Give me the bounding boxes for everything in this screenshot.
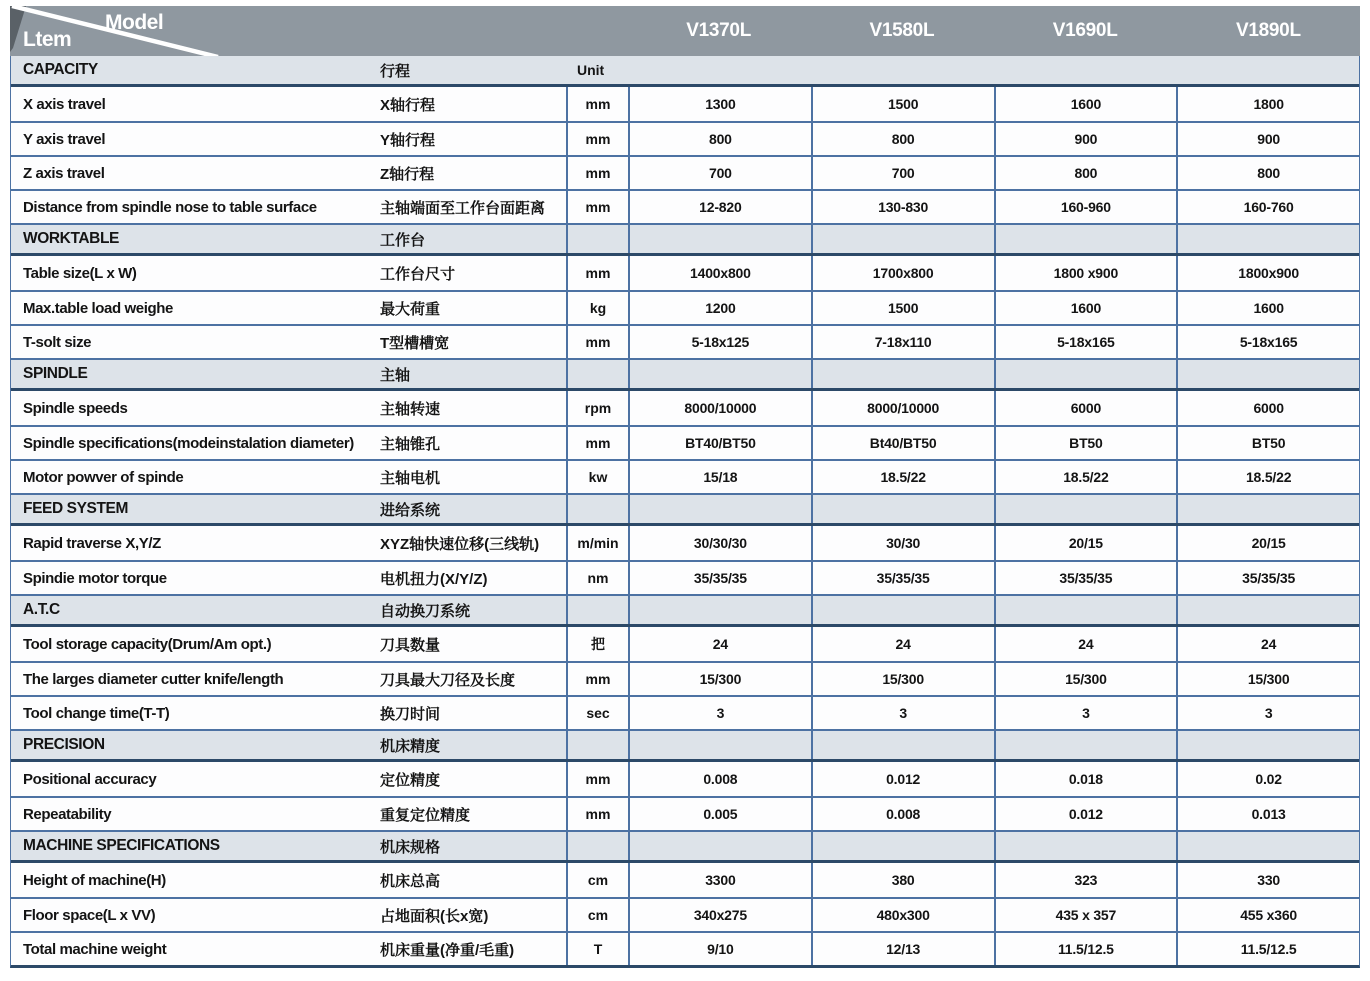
spec-unit: cm [566,863,628,897]
spec-name-zh: XYZ轴快速位移(三线轨) [380,535,540,553]
spec-name-zh: 主轴锥孔 [380,435,441,453]
section-empty-cell [1176,731,1359,759]
spec-row [11,290,1359,324]
section-title-en: PRECISION [23,736,105,753]
spec-value: 700 [628,157,811,189]
spec-value: BT50 [994,427,1177,459]
spec-unit: cm [566,899,628,931]
spec-value: 0.018 [994,762,1177,796]
spec-name-zh: Y轴行程 [380,131,436,149]
spec-value: 20/15 [994,526,1177,560]
spec-unit: mm [566,326,628,358]
section-empty-cell [811,495,994,523]
section-empty-cell [628,731,811,759]
spec-unit: mm [566,427,628,459]
spec-name-zh: 重复定位精度 [380,806,471,824]
spec-value: 35/35/35 [994,562,1177,594]
section-title-en: FEED SYSTEM [23,500,128,517]
unit-cell-empty [566,360,628,388]
section-title-cell [11,731,566,759]
spec-value: 20/15 [1176,526,1359,560]
section-title-zh: 机床规格 [380,838,441,856]
spec-row [11,863,1359,897]
spec-value: 0.013 [1176,798,1359,830]
section-empty-cell [994,495,1177,523]
spec-value: 24 [1176,627,1359,661]
spec-value: 9/10 [628,933,811,965]
unit-cell-empty [566,225,628,253]
spec-item-cell [11,292,566,324]
spec-value: 11.5/12.5 [994,933,1177,965]
unit-column-header: Unit [577,62,605,78]
spec-value: 5-18x165 [994,326,1177,358]
spec-value: 435 x 357 [994,899,1177,931]
spec-value: 130-830 [811,191,994,223]
section-empty-cell [811,225,994,253]
spec-row [11,762,1359,796]
spec-item-cell [11,899,566,931]
spec-row [11,324,1359,358]
spec-name-en: The larges diameter cutter knife/length [23,670,284,688]
spec-unit: T [566,933,628,965]
spec-value: 3 [994,697,1177,729]
section-empty-cell [994,731,1177,759]
spec-value: 340x275 [628,899,811,931]
spec-value: 3 [1176,697,1359,729]
section-header-row [11,358,1359,391]
spec-item-cell [11,461,566,493]
spec-value: 1500 [811,292,994,324]
spec-value: 1600 [994,87,1177,121]
spec-name-zh: 定位精度 [380,771,441,789]
section-title-en: WORKTABLE [23,230,119,247]
unit-cell-empty [566,495,628,523]
unit-cell-empty [566,832,628,860]
spec-value: BT40/BT50 [628,427,811,459]
spec-table [10,6,1360,968]
spec-name-en: Tool change time(T-T) [23,704,170,722]
spec-value: 11.5/12.5 [1176,933,1359,965]
spec-row [11,627,1359,661]
spec-unit: 把 [566,627,628,661]
spec-value: 35/35/35 [1176,562,1359,594]
spec-row [11,695,1359,729]
corner-label-item: Ltem [23,28,72,51]
section-title-cell [11,360,566,388]
spec-value: 1500 [811,87,994,121]
corner-label-model: Model [105,11,164,34]
section-empty-cell [1176,225,1359,253]
spec-value: 12/13 [811,933,994,965]
section-empty-cell [628,495,811,523]
section-title-cell [11,495,566,523]
spec-name-zh: 占地面积(长x宽) [380,907,489,925]
section-empty-cell [994,225,1177,253]
spec-value: Bt40/BT50 [811,427,994,459]
table-body [10,56,1360,968]
spec-name-en: X axis travel [23,95,106,113]
spec-name-zh: 机床总高 [380,872,441,890]
spec-row [11,661,1359,695]
section-empty-cell [628,832,811,860]
spec-value: 800 [994,157,1177,189]
section-title-zh: 主轴 [380,366,411,384]
spec-value: 800 [628,123,811,155]
spec-name-zh: 刀具最大刀径及长度 [380,671,516,689]
spec-name-en: Distance from spindle nose to table surface [23,198,317,216]
spec-unit: mm [566,663,628,695]
section-empty-cell [994,596,1177,624]
spec-value: 800 [1176,157,1359,189]
spec-name-zh: 机床重量(净重/毛重) [380,941,515,959]
spec-item-cell [11,256,566,290]
section-header-row [11,594,1359,627]
spec-value: 6000 [994,391,1177,425]
spec-value: 0.012 [811,762,994,796]
spec-name-en: Height of machine(H) [23,871,166,889]
spec-value: 6000 [1176,391,1359,425]
spec-value: 1600 [1176,292,1359,324]
spec-row [11,189,1359,223]
section-title-en: MACHINE SPECIFICATIONS [23,837,220,854]
spec-item-cell [11,326,566,358]
spec-value: 900 [1176,123,1359,155]
spec-name-en: Positional accuracy [23,770,157,788]
spec-row [11,897,1359,931]
section-empty-cell [628,360,811,388]
section-title-zh: 自动换刀系统 [380,602,471,620]
model-header-v1580l: V1580L [869,20,935,41]
spec-row [11,391,1359,425]
spec-value: 1800 x900 [994,256,1177,290]
spec-name-en: T-solt size [23,333,92,351]
spec-value: 18.5/22 [811,461,994,493]
spec-value: 480x300 [811,899,994,931]
spec-value: 1200 [628,292,811,324]
spec-value: 8000/10000 [628,391,811,425]
section-empty-cell [1176,360,1359,388]
spec-value: 24 [628,627,811,661]
spec-name-en: Motor powver of spinde [23,468,184,486]
spec-item-cell [11,798,566,830]
section-empty-cell [811,832,994,860]
spec-name-zh: 主轴端面至工作台面距离 [380,199,546,217]
section-title-cell [11,225,566,253]
spec-name-zh: Z轴行程 [380,165,435,183]
spec-value: 15/300 [811,663,994,695]
spec-item-cell [11,697,566,729]
spec-name-zh: 换刀时间 [380,705,441,723]
spec-value: 18.5/22 [994,461,1177,493]
spec-name-en: Y axis travel [23,130,106,148]
section-header-row [11,223,1359,256]
section-empty-cell [1176,832,1359,860]
section-empty-cell [628,56,811,84]
section-title-en: CAPACITY [23,61,98,78]
section-empty-cell [811,596,994,624]
spec-row [11,459,1359,493]
section-title-cell [11,56,566,84]
spec-item-cell [11,663,566,695]
spec-row [11,931,1359,965]
spec-unit: mm [566,798,628,830]
section-title-zh: 行程 [380,62,411,80]
section-empty-cell [1176,596,1359,624]
spec-value: 1800x900 [1176,256,1359,290]
spec-row [11,560,1359,594]
spec-name-zh: 主轴转速 [380,400,441,418]
spec-row [11,121,1359,155]
spec-row [11,796,1359,830]
spec-unit: mm [566,762,628,796]
section-empty-cell [628,596,811,624]
spec-name-en: Total machine weight [23,940,167,958]
spec-unit: kw [566,461,628,493]
spec-value: 30/30/30 [628,526,811,560]
spec-name-en: Repeatability [23,805,112,823]
unit-cell-empty [566,731,628,759]
spec-value: BT50 [1176,427,1359,459]
spec-item-cell [11,123,566,155]
spec-item-cell [11,933,566,965]
spec-row [11,256,1359,290]
section-empty-cell [628,225,811,253]
section-empty-cell [994,832,1177,860]
spec-unit: sec [566,697,628,729]
spec-value: 1800 [1176,87,1359,121]
section-title-cell [11,832,566,860]
section-header-row [11,729,1359,762]
spec-unit: kg [566,292,628,324]
section-title-zh: 工作台 [380,231,426,249]
spec-value: 18.5/22 [1176,461,1359,493]
section-empty-cell [811,56,994,84]
spec-value: 330 [1176,863,1359,897]
spec-name-en: Tool storage capacity(Drum/Am opt.) [23,635,272,653]
spec-value: 3 [811,697,994,729]
spec-name-zh: 刀具数量 [380,636,441,654]
spec-value: 0.02 [1176,762,1359,796]
spec-item-cell [11,863,566,897]
spec-value: 1400x800 [628,256,811,290]
spec-name-en: Floor space(L x VV) [23,906,156,924]
section-header-row [11,56,1359,87]
spec-name-en: Rapid traverse X,Y/Z [23,534,161,552]
spec-value: 3 [628,697,811,729]
section-title-cell [11,596,566,624]
spec-name-zh: 电机扭力(X/Y/Z) [380,570,488,588]
spec-value: 24 [811,627,994,661]
spec-value: 160-760 [1176,191,1359,223]
section-empty-cell [994,56,1177,84]
spec-value: 15/300 [1176,663,1359,695]
spec-unit: nm [566,562,628,594]
spec-value: 160-960 [994,191,1177,223]
section-title-zh: 机床精度 [380,737,441,755]
spec-value: 15/300 [628,663,811,695]
spec-value: 0.008 [628,762,811,796]
spec-unit: m/min [566,526,628,560]
spec-value: 455 x360 [1176,899,1359,931]
spec-name-en: Spindle specifications(modeinstalation diameter) [23,434,354,452]
section-empty-cell [1176,56,1359,84]
table-header [10,6,1360,56]
spec-value: 1300 [628,87,811,121]
spec-item-cell [11,157,566,189]
spec-value: 12-820 [628,191,811,223]
spec-unit: mm [566,157,628,189]
spec-name-en: Table size(L x W) [23,264,137,282]
spec-value: 800 [811,123,994,155]
spec-value: 900 [994,123,1177,155]
spec-name-zh: X轴行程 [380,96,436,114]
spec-name-zh: 工作台尺寸 [380,265,456,283]
spec-value: 30/30 [811,526,994,560]
spec-item-cell [11,191,566,223]
spec-row [11,526,1359,560]
section-empty-cell [811,731,994,759]
section-header-row [11,493,1359,526]
spec-item-cell [11,87,566,121]
spec-row [11,155,1359,189]
spec-value: 0.008 [811,798,994,830]
spec-value: 1600 [994,292,1177,324]
diagonal-divider-graphic [10,6,627,56]
spec-unit: mm [566,191,628,223]
spec-item-cell [11,762,566,796]
spec-value: 35/35/35 [811,562,994,594]
spec-name-en: Spindie motor torque [23,569,167,587]
spec-unit: rpm [566,391,628,425]
spec-name-en: Max.table load weighe [23,299,173,317]
spec-name-en: Z axis travel [23,164,105,182]
section-header-row [11,830,1359,863]
diagonal-corner-cell [10,6,627,56]
section-empty-cell [1176,495,1359,523]
spec-value: 24 [994,627,1177,661]
spec-row [11,87,1359,121]
spec-name-zh: 主轴电机 [380,469,441,487]
spec-value: 380 [811,863,994,897]
spec-unit: mm [566,256,628,290]
section-empty-cell [811,360,994,388]
spec-item-cell [11,562,566,594]
spec-value: 5-18x125 [628,326,811,358]
spec-value: 3300 [628,863,811,897]
section-title-en: A.T.C [23,601,60,618]
spec-value: 7-18x110 [811,326,994,358]
spec-unit: mm [566,87,628,121]
model-header-v1890l: V1890L [1236,20,1301,41]
section-empty-cell [994,360,1177,388]
spec-name-en: Spindle speeds [23,399,128,417]
section-title-en: SPINDLE [23,365,88,382]
spec-value: 15/300 [994,663,1177,695]
spec-name-zh: T型槽槽宽 [380,334,450,352]
spec-value: 1700x800 [811,256,994,290]
spec-row [11,425,1359,459]
spec-value: 700 [811,157,994,189]
model-header-v1690l: V1690L [1052,20,1118,41]
spec-value: 323 [994,863,1177,897]
spec-item-cell [11,391,566,425]
spec-item-cell [11,526,566,560]
spec-unit: mm [566,123,628,155]
section-title-zh: 进给系统 [380,501,441,519]
spec-value: 0.012 [994,798,1177,830]
unit-cell-empty [566,596,628,624]
model-header-v1370l: V1370L [686,20,751,41]
spec-value: 35/35/35 [628,562,811,594]
spec-name-zh: 最大荷重 [380,300,441,318]
spec-item-cell [11,627,566,661]
spec-value: 15/18 [628,461,811,493]
spec-value: 0.005 [628,798,811,830]
spec-value: 8000/10000 [811,391,994,425]
spec-item-cell [11,427,566,459]
spec-value: 5-18x165 [1176,326,1359,358]
